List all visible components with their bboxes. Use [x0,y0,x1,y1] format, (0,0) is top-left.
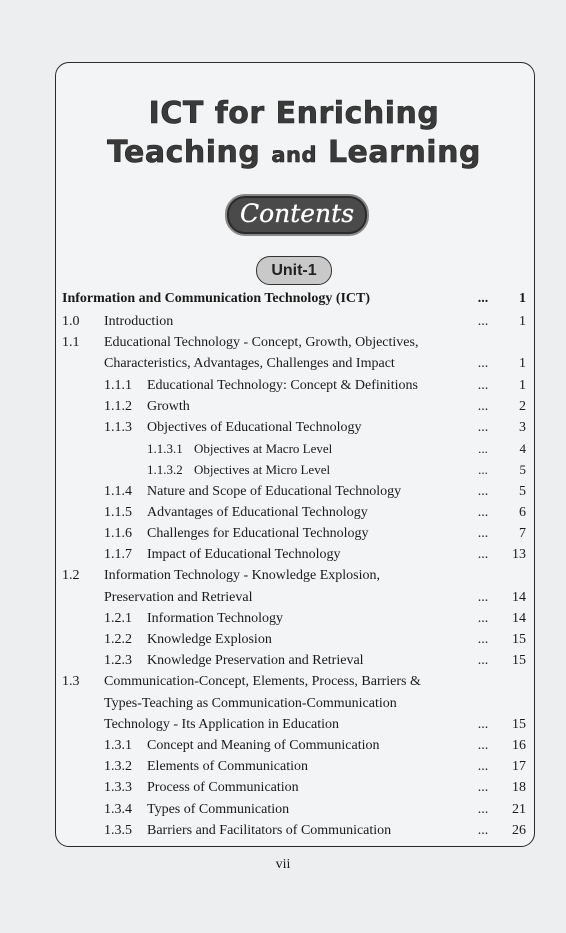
toc-entry-dots: ... [477,398,489,414]
toc-entry-dots: ... [477,610,489,626]
toc-entry-title: Nature and Scope of Educational Technology [147,483,402,499]
toc-entry-title: Process of Communication [147,780,299,796]
toc-entry-title: Objectives of Educational Technology [147,420,362,435]
toc-entry-dots: ... [477,504,489,520]
toc-entry-dots: ... [477,526,489,541]
toc-entry-number: 1.3.4 [104,801,132,817]
toc-entry-number: 1.1.5 [104,504,132,520]
toc-entry-number: 1.2.3 [104,653,132,669]
toc-entry-page: 5 [519,462,526,478]
unit-label: Unit-1 [271,262,317,279]
toc-entry-title: Characteristics, Advantages, Challenges and Impact [104,356,395,372]
toc-entry-number: 1.0 [62,314,80,329]
toc-heading-dots: ... [477,291,489,306]
toc-entry-page: 21 [512,801,526,817]
toc-entry-dots: ... [477,632,489,647]
toc-entry-dots: ... [477,759,489,775]
toc-entry-page: 15 [512,716,526,732]
toc-entry-dots: ... [477,483,489,499]
toc-entry-page: 1 [519,314,526,329]
toc-entry-number: 1.3.1 [104,738,132,753]
toc-entry-page: 3 [519,420,526,435]
toc-entry-dots: ... [477,801,489,817]
toc-entry-page: 4 [519,441,526,457]
toc-entry-title: Objectives at Micro Level [194,462,331,478]
toc-entry-title: Preservation and Retrieval [104,589,253,605]
toc-entry-number: 1.2 [62,568,80,584]
toc-entry-page: 13 [512,547,526,563]
toc-entry-page: 18 [512,780,526,796]
toc-entry-page: 7 [519,526,526,541]
toc-entry-title: Concept and Meaning of Communication [147,738,380,753]
book-title-line-2: Teaching and Learning [107,135,481,170]
toc-entry-number: 1.1.1 [104,377,132,393]
toc-entry-page: 17 [512,759,526,775]
toc-heading-page: 1 [519,291,526,306]
toc-entry-dots: ... [477,356,489,372]
toc-entry-page: 6 [519,504,526,520]
toc-entry-page: 14 [512,610,526,626]
toc-entry-title: Introduction [104,314,174,329]
toc-entry-page: 14 [512,589,526,605]
contents-label: Contents [239,199,355,228]
toc-entry-title: Barriers and Facilitators of Communication [147,822,392,838]
toc-entry-dots: ... [477,314,489,329]
toc-entry-dots: ... [478,462,488,478]
toc-entry-dots: ... [477,780,489,796]
toc-entry-title: Types of Communication [147,801,290,817]
toc-entry-dots: ... [477,716,489,732]
contents-badge [225,194,369,236]
toc-entry-dots: ... [477,547,489,563]
toc-entry-title: Objectives at Macro Level [194,441,333,457]
toc-entry-title: Growth [147,398,190,414]
toc-entry-title: Educational Technology: Concept & Definitions [147,377,418,393]
toc-entry-title: Communication-Concept, Elements, Process, Barriers & [104,674,421,690]
toc-entry-title: Elements of Communication [147,759,308,775]
toc-heading-text: Information and Communication Technology (ICT) [62,291,371,306]
toc-entry-page: 1 [519,377,526,393]
toc-entry-title: Information Technology - Knowledge Explosion, [104,568,380,584]
book-title-line-1: ICT for Enriching [148,96,440,131]
toc-entry-dots: ... [477,377,489,393]
toc-entry-dots: ... [477,653,489,669]
toc-entry-number: 1.1.4 [104,483,132,499]
toc-entry-number: 1.3 [62,674,80,690]
toc-entry-page: 15 [512,653,526,669]
toc-entry-title: Impact of Educational Technology [147,547,341,563]
toc-entry-page: 16 [512,738,526,753]
toc-entry-dots: ... [477,589,489,605]
toc-entry-dots: ... [478,441,488,457]
toc-entry-page: 26 [512,822,526,838]
toc-entry-dots: ... [477,822,489,838]
toc-entry-number: 1.3.5 [104,822,132,838]
unit-badge [256,256,332,285]
toc-entry-title: Types-Teaching as Communication-Communication [104,695,397,711]
toc-entry-number: 1.1.7 [104,547,132,563]
page-number: vii [275,857,291,872]
toc-entry-number: 1.3.2 [104,759,132,775]
toc-entry-number: 1.2.1 [104,610,132,626]
toc-entry-number: 1.1.3 [104,420,132,435]
toc-entry-dots: ... [477,738,489,753]
toc-entry-number: 1.1 [62,335,80,351]
toc-entry-page: 5 [519,483,526,499]
toc-entry-title: Knowledge Preservation and Retrieval [147,653,364,669]
toc-entry-number: 1.2.2 [104,632,132,647]
toc-entry-title: Knowledge Explosion [147,632,272,647]
toc-entry-page: 1 [519,356,526,372]
toc-entry-title: Advantages of Educational Technology [147,504,368,520]
toc-entry-number: 1.1.3.2 [147,462,183,478]
toc-entry-title: Educational Technology - Concept, Growth, Objectives, [104,335,419,351]
toc-entry-number: 1.1.3.1 [147,441,183,457]
toc-entry-title: Technology - Its Application in Education [104,716,340,732]
toc-entry-number: 1.1.2 [104,398,132,414]
toc-entry-number: 1.3.3 [104,780,132,796]
toc-entry-number: 1.1.6 [104,526,132,541]
toc-entry-dots: ... [477,420,489,435]
toc-entry-page: 15 [512,632,526,647]
toc-entry-title: Challenges for Educational Technology [147,526,369,541]
toc-entry-page: 2 [519,398,526,414]
toc-entry-title: Information Technology [147,610,284,626]
